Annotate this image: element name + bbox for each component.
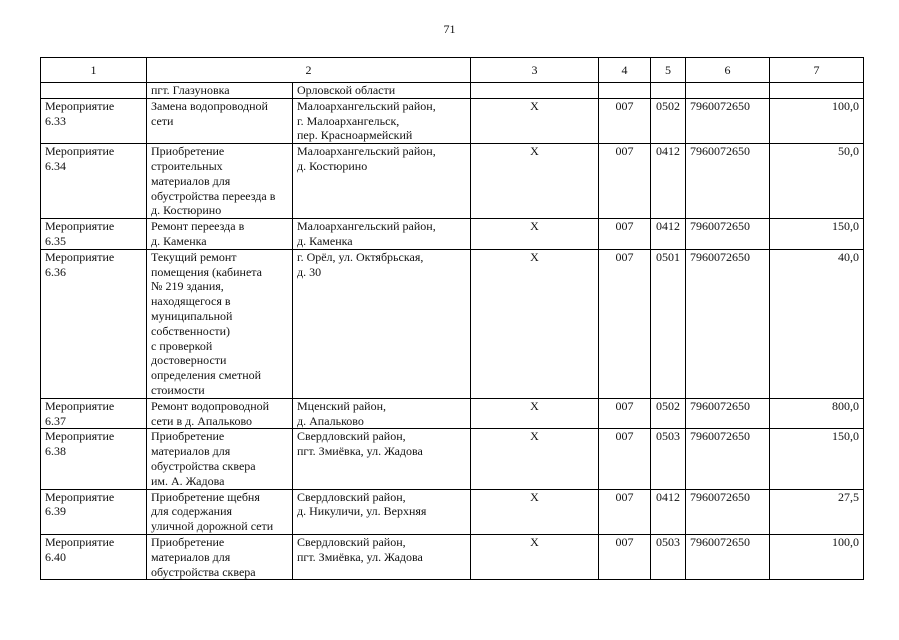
amount-cell: 100,0 [770,534,864,579]
location-cell-line: д. Апальково [297,413,364,428]
col-header-1: 1 [41,58,147,83]
measure-name-cell-line: уличной дорожной сети [151,519,274,534]
measure-cell-line: 6.40 [45,549,66,564]
col3-cell: Х [471,98,599,143]
measure-cell [41,398,147,429]
location-cell [293,98,471,143]
code-cell: 007 [599,398,651,429]
amount-cell: 100,0 [770,98,864,143]
measure-name-cell-line: Приобретение [151,534,225,549]
measure-name-cell-line: Текущий ремонт [151,249,237,264]
measure-name-cell-line: д. Костюрино [151,203,222,218]
measure-cell-line: 6.35 [45,233,66,248]
measure-name-cell-line: сети в д. Апальково [151,413,253,428]
measure-name-cell-line: им. А. Жадова [151,473,225,488]
col3-cell: Х [471,219,599,250]
continuation-cell-3 [471,83,599,99]
location-cell-line: Свердловский район, [297,489,406,504]
measure-name-cell-line: стоимости [151,382,205,397]
location-cell-line: г. Малоархангельск, [297,113,400,128]
measure-name-cell-line: собственности) [151,323,231,338]
target-article-cell: 7960072650 [686,489,770,534]
measure-name-cell-line: муниципальной [151,308,233,323]
measure-name-cell-line: материалов для [151,444,231,459]
code-cell: 007 [599,98,651,143]
continuation-cell-4 [599,83,651,99]
code-cell: 007 [599,429,651,489]
col-header-3: 3 [471,58,599,83]
location-cell [293,144,471,219]
page-number: 71 [443,22,456,36]
amount-cell: 50,0 [770,144,864,219]
location-cell [293,429,471,489]
measure-name-cell-line: Ремонт переезда в [151,219,245,234]
code-cell: 007 [599,249,651,398]
location-cell-line: пер. Красноармейский [297,128,413,143]
table-row [41,98,864,143]
amount-cell: 150,0 [770,429,864,489]
measure-cell-line: 6.33 [45,113,66,128]
measure-name-cell-line: обустройства переезда в [151,188,276,203]
location-cell-line: д. Каменка [297,233,353,248]
location-cell-line: Малоархангельский район, [297,98,436,113]
table-row [41,249,864,398]
measure-name-cell-line: № 219 здания, [151,279,224,294]
col3-cell: Х [471,534,599,579]
measure-name-cell-line: материалов для [151,173,231,188]
measure-name-cell [147,489,293,534]
measure-cell-line: Мероприятие [45,489,115,504]
table-row [41,144,864,219]
target-article-cell: 7960072650 [686,249,770,398]
measure-cell-line: 6.38 [45,444,66,459]
section-cell: 0412 [651,144,686,219]
location-cell-line: Малоархангельский район, [297,144,436,159]
location-cell [293,489,471,534]
table-row [41,429,864,489]
section-cell: 0412 [651,219,686,250]
code-cell: 007 [599,489,651,534]
measure-cell [41,144,147,219]
measure-name-cell-line: определения сметной [151,368,262,383]
table-row [41,219,864,250]
measure-name-cell [147,219,293,250]
location-cell [293,534,471,579]
measure-name-cell-line: сети [151,113,174,128]
location-cell [293,249,471,398]
measure-name-cell-line: строительных [151,158,223,173]
location-cell-line: д. 30 [297,264,322,279]
continuation-cell-2b: Орловской области [293,83,471,99]
measure-name-cell-line: помещения (кабинета [151,264,263,279]
location-cell-line: д. Никуличи, ул. Верхняя [297,504,427,519]
col-header-7: 7 [770,58,864,83]
budget-measures-table [40,57,864,580]
section-cell: 0412 [651,489,686,534]
measure-name-cell-line: обустройства сквера [151,564,256,579]
table-row [41,398,864,429]
table-row [41,489,864,534]
measure-name-cell [147,534,293,579]
location-cell [293,219,471,250]
target-article-cell: 7960072650 [686,534,770,579]
measure-cell-line: 6.34 [45,158,66,173]
target-article-cell: 7960072650 [686,219,770,250]
measure-name-cell-line: с проверкой [151,338,213,353]
measure-name-cell [147,249,293,398]
measure-name-cell [147,429,293,489]
column-number-row [41,58,864,83]
col-header-4: 4 [599,58,651,83]
target-article-cell: 7960072650 [686,98,770,143]
measure-name-cell-line: Приобретение [151,429,225,444]
table-row [41,534,864,579]
section-cell: 0502 [651,98,686,143]
continuation-cell-7 [770,83,864,99]
continuation-cell-1 [41,83,147,99]
measure-name-cell-line: Замена водопроводной [151,98,268,113]
measure-cell-line: Мероприятие [45,249,115,264]
continuation-row [41,83,864,99]
measure-name-cell-line: Приобретение [151,144,225,159]
amount-cell: 150,0 [770,219,864,250]
code-cell: 007 [599,144,651,219]
measure-cell [41,429,147,489]
location-cell-line: Малоархангельский район, [297,219,436,234]
measure-cell-line: 6.36 [45,264,66,279]
measure-name-cell [147,398,293,429]
measure-name-cell-line: обустройства сквера [151,458,256,473]
col3-cell: Х [471,144,599,219]
measure-cell-line: 6.39 [45,504,66,519]
measure-cell [41,489,147,534]
section-cell: 0503 [651,534,686,579]
measure-name-cell [147,98,293,143]
measure-name-cell-line: достоверности [151,353,227,368]
measure-cell [41,98,147,143]
measure-name-cell-line: Приобретение щебня [151,489,260,504]
location-cell [293,398,471,429]
measure-cell [41,249,147,398]
continuation-cell-5 [651,83,686,99]
col3-cell: Х [471,429,599,489]
location-cell-line: Мценский район, [297,398,387,413]
col3-cell: Х [471,249,599,398]
code-cell: 007 [599,534,651,579]
section-cell: 0503 [651,429,686,489]
target-article-cell: 7960072650 [686,398,770,429]
continuation-cell-6 [686,83,770,99]
amount-cell: 27,5 [770,489,864,534]
measure-cell-line: 6.37 [45,413,66,428]
amount-cell: 40,0 [770,249,864,398]
col3-cell: Х [471,398,599,429]
measure-name-cell-line: материалов для [151,549,231,564]
measure-cell-line: Мероприятие [45,98,115,113]
col3-cell: Х [471,489,599,534]
location-cell-line: г. Орёл, ул. Октябрьская, [297,249,424,264]
measure-cell-line: Мероприятие [45,144,115,159]
measure-name-cell-line: находящегося в [151,294,231,309]
location-cell-line: пгт. Змиёвка, ул. Жадова [297,549,423,564]
measure-cell-line: Мероприятие [45,398,115,413]
measure-name-cell-line: для содержания [151,504,233,519]
measure-cell-line: Мероприятие [45,534,115,549]
target-article-cell: 7960072650 [686,144,770,219]
continuation-cell-2a: пгт. Глазуновка [147,83,293,99]
location-cell-line: пгт. Змиёвка, ул. Жадова [297,444,423,459]
col-header-2: 2 [147,58,471,83]
measure-name-cell [147,144,293,219]
code-cell: 007 [599,219,651,250]
measure-cell [41,534,147,579]
col-header-6: 6 [686,58,770,83]
measure-cell-line: Мероприятие [45,429,115,444]
section-cell: 0502 [651,398,686,429]
amount-cell: 800,0 [770,398,864,429]
location-cell-line: Свердловский район, [297,534,406,549]
location-cell-line: Свердловский район, [297,429,406,444]
measure-cell-line: Мероприятие [45,219,115,234]
measure-name-cell-line: д. Каменка [151,233,207,248]
measure-cell [41,219,147,250]
target-article-cell: 7960072650 [686,429,770,489]
section-cell: 0501 [651,249,686,398]
col-header-5: 5 [651,58,686,83]
location-cell-line: д. Костюрино [297,158,368,173]
measure-name-cell-line: Ремонт водопроводной [151,398,270,413]
